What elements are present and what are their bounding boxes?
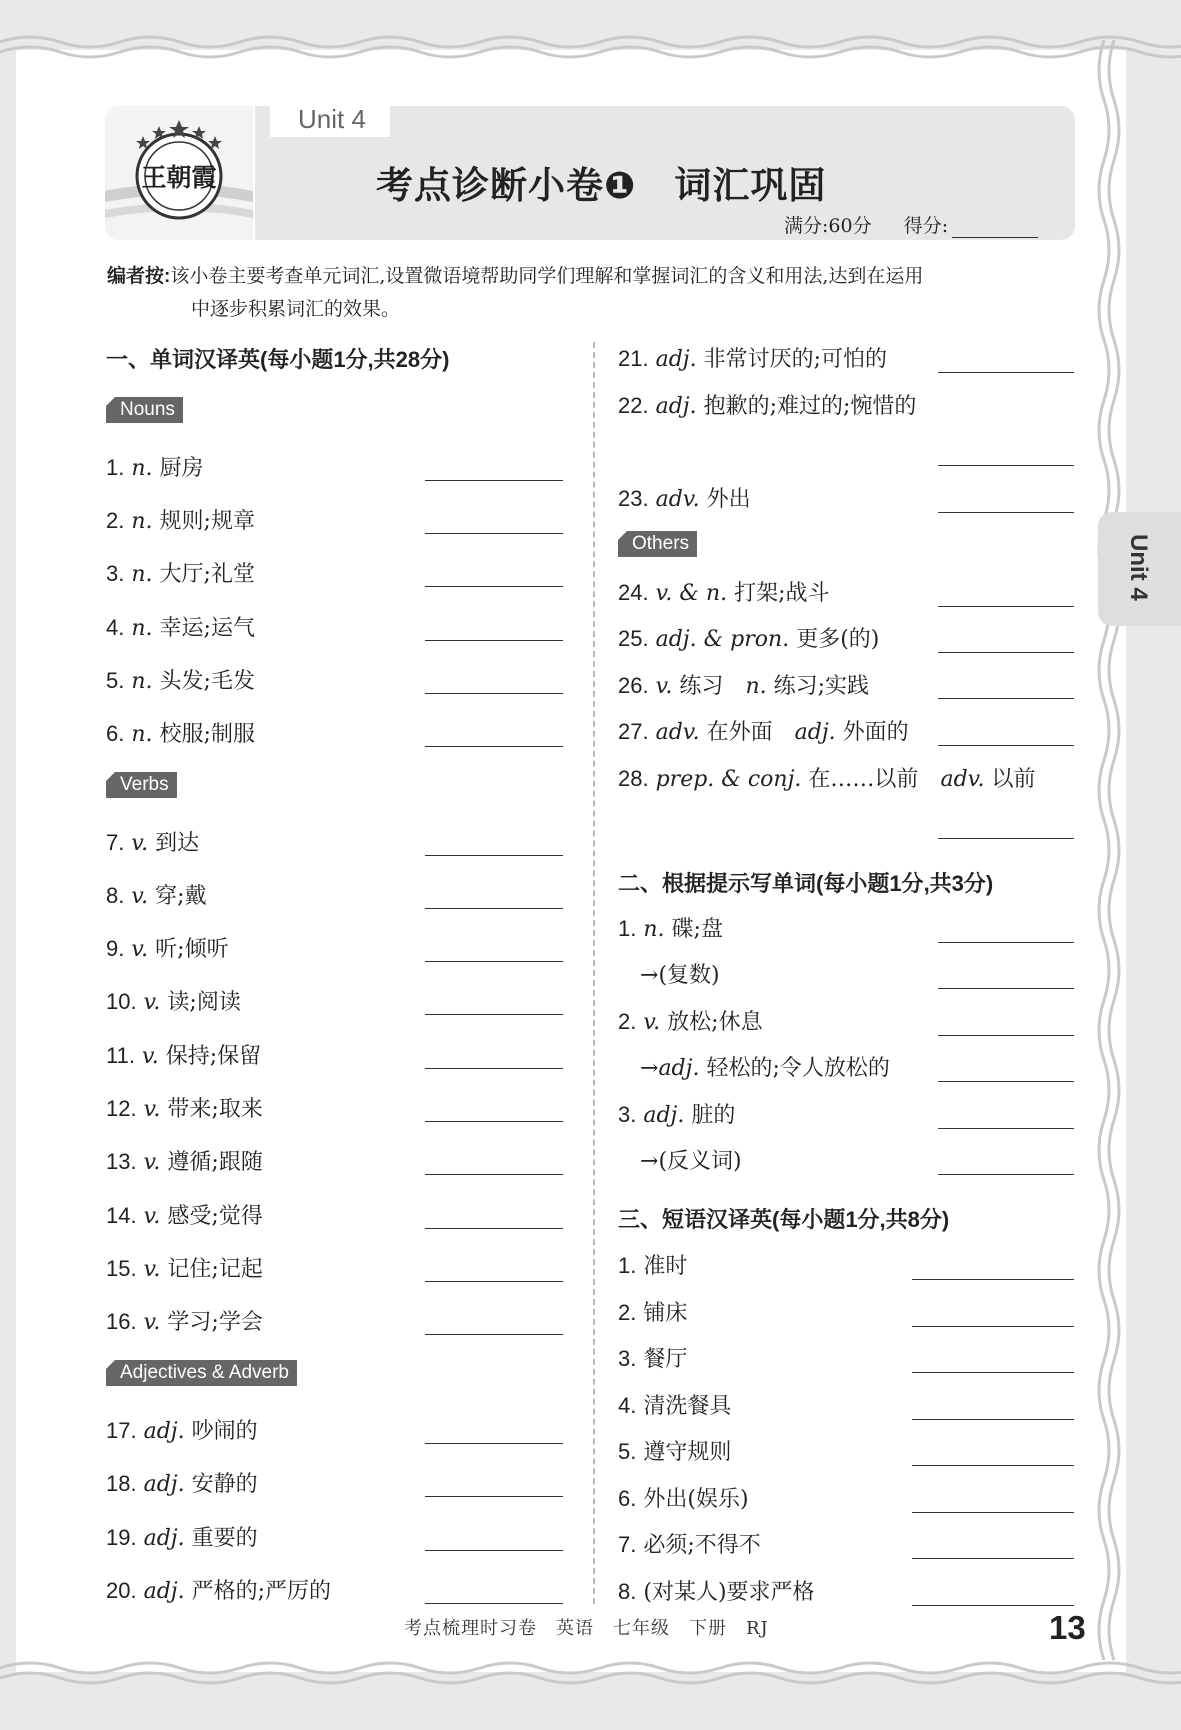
item-number: 23. xyxy=(618,486,649,511)
answer-blank[interactable] xyxy=(425,1496,563,1497)
item-meaning: 吵闹的 xyxy=(191,1419,258,1444)
part-of-speech-2: adj. xyxy=(794,720,836,745)
phrase-meaning: 餐厅 xyxy=(643,1347,688,1372)
word-item-4 xyxy=(106,611,255,642)
part-of-speech: v. xyxy=(143,990,161,1015)
word-item-28 xyxy=(618,762,1035,793)
editor-note xyxy=(107,260,1077,326)
editor-note-line2: 中逐步积累词汇的效果。 xyxy=(191,298,401,320)
item-meaning: 在……以前 xyxy=(808,767,919,792)
item-meaning: 学习;学会 xyxy=(167,1310,263,1335)
phrase-item-4 xyxy=(618,1389,731,1420)
item-number: 28. xyxy=(618,766,649,791)
word-item-17 xyxy=(106,1414,258,1445)
item-meaning: 校服;制服 xyxy=(159,722,255,747)
answer-blank[interactable] xyxy=(938,698,1074,699)
item-meaning: 读;阅读 xyxy=(167,990,241,1015)
answer-blank[interactable] xyxy=(425,1443,563,1444)
part-of-speech: adj. xyxy=(143,1419,185,1444)
item-meaning: 练习 xyxy=(679,674,724,699)
part-of-speech: v. xyxy=(643,1010,661,1035)
answer-blank[interactable] xyxy=(912,1419,1074,1420)
answer-blank[interactable] xyxy=(425,908,563,909)
section2-title: 二、根据提示写单词(每小题1分,共3分) xyxy=(618,871,994,896)
answer-blank[interactable] xyxy=(425,586,563,587)
answer-blank[interactable] xyxy=(938,838,1074,839)
part-of-speech-2: adv. xyxy=(940,767,985,792)
part-of-speech: adv. xyxy=(655,487,700,512)
phrase-item-8 xyxy=(618,1575,815,1606)
answer-blank[interactable] xyxy=(938,745,1074,746)
editor-note-label: 编者按: xyxy=(107,266,171,287)
part-of-speech: adj. xyxy=(143,1526,185,1551)
part-of-speech: adj. xyxy=(643,1103,685,1128)
item-meaning: 保持;保留 xyxy=(165,1044,262,1069)
word-item-10 xyxy=(106,985,241,1016)
item-meaning: 听;倾听 xyxy=(155,937,229,962)
top-wave-border xyxy=(0,30,1181,80)
answer-blank[interactable] xyxy=(425,1174,563,1175)
part-of-speech: v. xyxy=(143,1150,161,1175)
hint-subitem-1 xyxy=(640,958,720,989)
item-number: 4. xyxy=(618,1392,637,1418)
item-number: 18. xyxy=(106,1471,137,1496)
section3-title: 三、短语汉译英(每小题1分,共8分) xyxy=(618,1207,950,1232)
phrase-item-2 xyxy=(618,1296,687,1327)
brand-logo xyxy=(105,106,253,240)
item-number: 3. xyxy=(618,1346,637,1371)
svg-text:王朝霞: 王朝霞 xyxy=(141,163,217,192)
answer-blank[interactable] xyxy=(938,942,1074,943)
answer-blank[interactable] xyxy=(938,988,1074,989)
word-item-6 xyxy=(106,717,255,748)
category-verbs: Verbs xyxy=(106,772,177,798)
word-item-15 xyxy=(106,1252,263,1283)
item-number: 5. xyxy=(618,1439,637,1464)
item-meaning: 到达 xyxy=(155,831,200,856)
score-blank[interactable] xyxy=(952,221,1038,238)
item-meaning-2: 外面的 xyxy=(842,720,909,745)
answer-blank[interactable] xyxy=(912,1605,1074,1606)
item-meaning: 抱歉的;难过的;惋惜的 xyxy=(703,394,917,419)
word-item-11 xyxy=(106,1039,261,1070)
item-meaning-2: 以前 xyxy=(991,767,1036,792)
part-of-speech: v. xyxy=(143,1310,161,1335)
item-number: 13. xyxy=(106,1149,137,1174)
item-number: 8. xyxy=(106,883,125,908)
word-item-24 xyxy=(618,576,830,607)
item-number: 27. xyxy=(618,719,649,744)
right-wave-border xyxy=(1094,40,1144,1680)
item-meaning: 幸运;运气 xyxy=(159,616,255,641)
answer-blank[interactable] xyxy=(912,1558,1074,1559)
word-item-14 xyxy=(106,1199,263,1230)
arrow: → xyxy=(640,1056,659,1081)
item-number: 4. xyxy=(106,615,125,640)
item-number: 1. xyxy=(618,1253,637,1278)
answer-blank[interactable] xyxy=(912,1279,1074,1280)
answer-blank[interactable] xyxy=(912,1326,1074,1327)
item-number: 6. xyxy=(618,1485,637,1511)
item-number: 2. xyxy=(618,1009,637,1034)
hint-item-3 xyxy=(618,1098,735,1129)
arrow: → xyxy=(640,963,659,988)
word-item-2 xyxy=(106,504,255,535)
item-meaning-2: 练习;实践 xyxy=(773,674,870,699)
answer-blank[interactable] xyxy=(938,465,1074,466)
item-meaning: 厨房 xyxy=(159,456,204,481)
score-line xyxy=(784,211,1038,238)
item-number: 6. xyxy=(106,721,125,746)
part-of-speech: prep. & conj. xyxy=(655,767,802,792)
part-of-speech: v. xyxy=(131,831,149,856)
answer-blank[interactable] xyxy=(425,746,563,747)
hint-subitem-3 xyxy=(640,1144,742,1175)
unit-tab xyxy=(270,103,390,137)
answer-blank[interactable] xyxy=(425,533,563,534)
phrase-meaning: 必须;不得不 xyxy=(643,1533,761,1558)
item-number: 17. xyxy=(106,1418,137,1443)
item-meaning: 脏的 xyxy=(691,1103,736,1128)
part-of-speech: v. xyxy=(143,1097,161,1122)
item-number: 19. xyxy=(106,1525,137,1550)
item-meaning: 规则;规章 xyxy=(159,509,255,534)
part-of-speech: n. xyxy=(643,917,665,942)
footer-text: 考点梳理时习卷 英语 七年级 下册 RJ xyxy=(404,1618,769,1639)
word-item-18 xyxy=(106,1467,258,1498)
answer-blank[interactable] xyxy=(425,640,563,641)
phrase-item-7 xyxy=(618,1528,761,1559)
answer-blank[interactable] xyxy=(425,961,563,962)
phrase-meaning: 外出(娱乐) xyxy=(643,1486,749,1512)
side-tab-label: Unit 4 xyxy=(1125,534,1152,601)
word-item-7 xyxy=(106,826,199,857)
part-of-speech: n. xyxy=(131,562,153,587)
page-number: 13 xyxy=(1049,1609,1086,1646)
part-of-speech: adv. xyxy=(655,720,700,745)
item-number: 3. xyxy=(106,561,125,586)
part-of-speech: v. xyxy=(143,1204,161,1229)
item-number: 7. xyxy=(106,830,125,855)
answer-blank[interactable] xyxy=(425,1334,563,1335)
item-number: 3. xyxy=(618,1102,637,1127)
answer-blank[interactable] xyxy=(912,1465,1074,1466)
item-number: 10. xyxy=(106,989,137,1014)
answer-blank[interactable] xyxy=(425,1603,563,1604)
part-of-speech: n. xyxy=(131,509,153,534)
answer-blank[interactable] xyxy=(938,512,1074,513)
sub-part-of-speech: adj. xyxy=(658,1056,700,1081)
item-number: 1. xyxy=(618,916,637,941)
hint-item-2 xyxy=(618,1005,763,1036)
item-number: 12. xyxy=(106,1096,137,1121)
part-of-speech: v. & n. xyxy=(655,581,728,606)
item-number: 25. xyxy=(618,626,649,651)
bottom-wave-border xyxy=(0,1640,1181,1700)
item-number: 26. xyxy=(618,673,649,698)
hint-item-1 xyxy=(618,912,723,943)
answer-blank[interactable] xyxy=(425,855,563,856)
part-of-speech: v. xyxy=(141,1044,159,1069)
full-score: 满分:60分 xyxy=(784,215,872,237)
word-item-8 xyxy=(106,879,207,910)
phrase-meaning: 清洗餐具 xyxy=(643,1393,732,1419)
answer-blank[interactable] xyxy=(425,1281,563,1282)
editor-note-line1: 该小卷主要考查单元词汇,设置微语境帮助同学们理解和掌握词汇的含义和用法,达到在运用 xyxy=(170,265,924,287)
item-meaning: 放松;休息 xyxy=(667,1010,763,1035)
part-of-speech: n. xyxy=(131,616,153,641)
item-number: 14. xyxy=(106,1203,137,1228)
page-title: 考点诊断小卷❶ 词汇巩固 xyxy=(376,165,827,206)
word-item-19 xyxy=(106,1521,258,1552)
category-adjectives-adverb: Adjectives & Adverb xyxy=(106,1360,297,1386)
item-number: 16. xyxy=(106,1309,137,1334)
score-label: 得分: xyxy=(903,215,949,237)
part-of-speech: adj. & pron. xyxy=(655,627,790,652)
word-item-1 xyxy=(106,451,204,482)
category-nouns: Nouns xyxy=(106,397,183,423)
item-number: 1. xyxy=(106,455,125,480)
item-number: 9. xyxy=(106,936,125,961)
item-number: 24. xyxy=(618,580,649,605)
part-of-speech: adj. xyxy=(143,1472,185,1497)
phrase-item-3 xyxy=(618,1342,687,1373)
sub-meaning: (复数) xyxy=(658,963,720,988)
word-item-21 xyxy=(618,342,887,373)
phrase-meaning: 准时 xyxy=(643,1254,688,1279)
item-meaning: 严格的;严厉的 xyxy=(191,1579,332,1604)
item-meaning: 在外面 xyxy=(706,720,773,745)
item-number: 8. xyxy=(618,1578,637,1604)
part-of-speech: v. xyxy=(143,1257,161,1282)
item-meaning: 非常讨厌的;可怕的 xyxy=(703,347,888,372)
item-meaning: 更多(的) xyxy=(796,627,880,652)
word-item-13 xyxy=(106,1145,263,1176)
phrase-meaning: 铺床 xyxy=(643,1300,688,1326)
item-number: 7. xyxy=(618,1532,637,1557)
item-number: 2. xyxy=(106,508,125,533)
answer-blank[interactable] xyxy=(938,652,1074,653)
answer-blank[interactable] xyxy=(938,1035,1074,1036)
item-meaning: 穿;戴 xyxy=(155,884,207,909)
column-divider xyxy=(593,342,595,1604)
word-item-23 xyxy=(618,482,751,513)
item-meaning: 安静的 xyxy=(191,1472,258,1497)
word-item-27 xyxy=(618,715,909,746)
word-item-16 xyxy=(106,1305,263,1336)
item-number: 5. xyxy=(106,668,125,693)
answer-blank[interactable] xyxy=(425,1550,563,1551)
part-of-speech: v. xyxy=(131,937,149,962)
item-number: 20. xyxy=(106,1578,137,1603)
phrase-item-5 xyxy=(618,1435,731,1466)
item-number: 15. xyxy=(106,1256,137,1281)
word-item-25 xyxy=(618,622,879,653)
word-item-3 xyxy=(106,557,255,588)
answer-blank[interactable] xyxy=(425,1228,563,1229)
answer-blank[interactable] xyxy=(912,1512,1074,1513)
word-item-12 xyxy=(106,1092,263,1123)
item-meaning: 头发;毛发 xyxy=(159,669,255,694)
sub-meaning: 轻松的;令人放松的 xyxy=(706,1056,890,1081)
side-unit-tab xyxy=(1098,512,1181,626)
unit-label: Unit 4 xyxy=(298,104,366,134)
word-item-26 xyxy=(618,669,869,700)
part-of-speech: n. xyxy=(131,722,153,747)
item-number: 2. xyxy=(618,1299,637,1325)
sub-meaning: (反义词) xyxy=(658,1149,742,1174)
item-meaning: 感受;觉得 xyxy=(167,1204,263,1229)
part-of-speech: adj. xyxy=(143,1579,185,1604)
item-meaning: 碟;盘 xyxy=(671,917,723,942)
answer-blank[interactable] xyxy=(938,606,1074,607)
item-meaning: 带来;取来 xyxy=(167,1097,263,1122)
arrow: → xyxy=(640,1149,659,1174)
answer-blank[interactable] xyxy=(425,693,563,694)
answer-blank[interactable] xyxy=(425,480,563,481)
word-item-9 xyxy=(106,932,229,963)
item-meaning: 打架;战斗 xyxy=(734,581,830,606)
hint-subitem-2 xyxy=(640,1051,890,1082)
answer-blank[interactable] xyxy=(912,1372,1074,1373)
category-others: Others xyxy=(618,531,697,557)
answer-blank[interactable] xyxy=(938,1081,1074,1082)
item-number: 22. xyxy=(618,393,649,418)
answer-blank[interactable] xyxy=(425,1014,563,1015)
item-meaning: 记住;记起 xyxy=(167,1257,263,1282)
phrase-meaning: (对某人)要求严格 xyxy=(643,1579,815,1605)
section1-title: 一、单词汉译英(每小题1分,共28分) xyxy=(106,347,450,372)
word-item-20 xyxy=(106,1574,331,1605)
answer-blank[interactable] xyxy=(938,1128,1074,1129)
item-meaning: 外出 xyxy=(706,487,751,512)
item-number: 11. xyxy=(106,1043,135,1068)
item-number: 21. xyxy=(618,346,649,371)
word-item-5 xyxy=(106,664,255,695)
answer-blank[interactable] xyxy=(425,1068,563,1069)
part-of-speech: v. xyxy=(131,884,149,909)
item-meaning: 重要的 xyxy=(191,1526,258,1551)
item-meaning: 遵循;跟随 xyxy=(167,1150,263,1175)
part-of-speech: n. xyxy=(131,669,153,694)
part-of-speech: v. xyxy=(655,674,673,699)
part-of-speech: adj. xyxy=(655,347,697,372)
word-item-22 xyxy=(618,389,916,420)
logo-panel xyxy=(105,106,255,240)
answer-blank[interactable] xyxy=(938,1174,1074,1175)
phrase-item-6 xyxy=(618,1482,749,1513)
phrase-meaning: 遵守规则 xyxy=(643,1440,732,1465)
answer-blank[interactable] xyxy=(425,1121,563,1122)
part-of-speech: adj. xyxy=(655,394,697,419)
answer-blank[interactable] xyxy=(938,372,1074,373)
part-of-speech: n. xyxy=(131,456,153,481)
item-meaning: 大厅;礼堂 xyxy=(159,562,255,587)
part-of-speech-2: n. xyxy=(745,674,767,699)
phrase-item-1 xyxy=(618,1249,687,1280)
